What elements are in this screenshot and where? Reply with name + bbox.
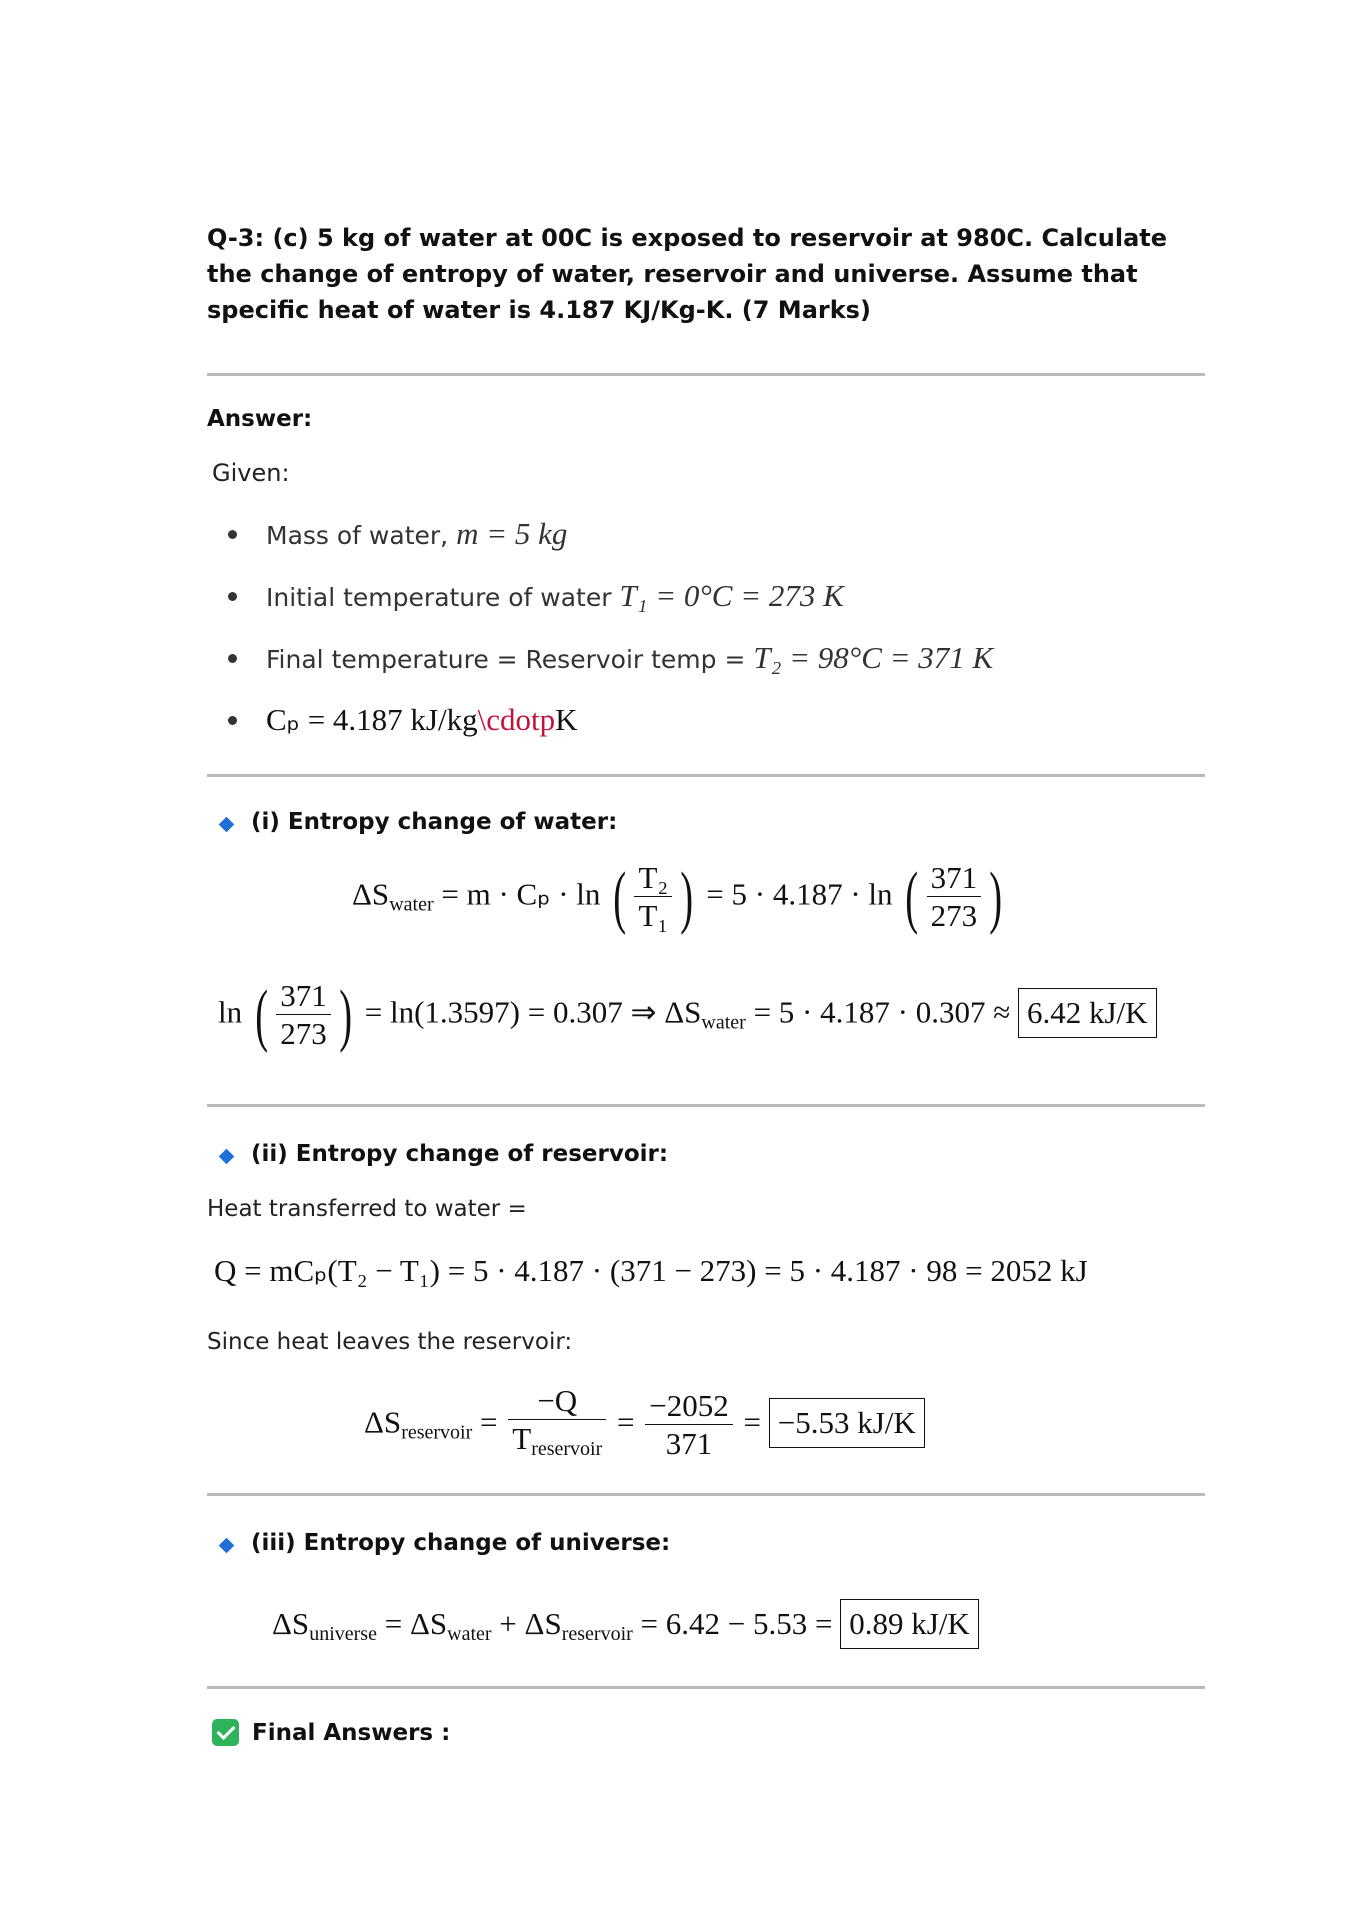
given-list	[228, 510, 993, 758]
divider	[207, 373, 1205, 376]
result-box-water: 6.42 kJ/K	[1018, 988, 1157, 1038]
math-expr: T₁ = 0°C = 273 K	[619, 578, 844, 613]
list-item: Cₚ = 4.187 kJ/kg\cdotpK	[228, 696, 993, 758]
diamond-icon	[219, 1149, 235, 1165]
result-box-universe: 0.89 kJ/K	[840, 1599, 979, 1649]
bullet-icon	[228, 530, 237, 539]
water-entropy-result-line: ln ( $\frac{371}{273}$ ) = ln(1.3597) = 0.307 ⇒ $\Delta S_{water} = 5 \cdot 4.187 \cdot 0.307 \approx 6.42$ kJ/K	[218, 978, 1157, 1053]
divider	[207, 774, 1205, 777]
bullet-icon	[228, 592, 237, 601]
section-title-reservoir: (ii) Entropy change of reservoir:	[251, 1141, 669, 1167]
since-text: Since heat leaves the reservoir:	[207, 1329, 573, 1355]
list-item: Final temperature = Reservoir temp = T₂ = 98°C = 371 K	[228, 634, 993, 696]
list-item: Mass of water, m = 5 kg	[228, 510, 993, 572]
divider	[207, 1493, 1205, 1496]
math-expr: Cₚ = 4.187 kJ/kg	[266, 702, 478, 737]
universe-entropy-equation: $\Delta S_{universe} = \Delta S_{water} + \Delta S_{reservoir} = 6.42 - 5.53 = 0.89$ kJ/K	[272, 1599, 979, 1649]
divider	[207, 1104, 1205, 1107]
latex-error-text: \cdotp	[477, 702, 556, 737]
bullet-icon	[228, 716, 237, 725]
final-answers-title: Final Answers :	[252, 1720, 451, 1746]
water-entropy-equation: $\Delta S_{water} = m \cdot C_p \cdot \ln$ ( $\frac{\text{T₂}}{\text{T₁}}$ ) = 5 · 4.187 · ln ( $\frac{371}{273}$ )	[352, 858, 1003, 936]
math-expr: m = 5 kg	[456, 516, 568, 551]
reservoir-entropy-equation: $\Delta S_{reservoir}$ = $\frac{-Q}{T_{reservoir}}$ = $\frac{-2052}{371}$ = −5.53 kJ/K	[364, 1383, 925, 1468]
diamond-icon	[219, 817, 235, 833]
result-box-reservoir: −5.53 kJ/K	[769, 1398, 925, 1448]
checkmark-icon	[212, 1719, 239, 1746]
math-expr: T₂ = 98°C = 371 K	[753, 640, 994, 675]
section-title-universe: (iii) Entropy change of universe:	[251, 1530, 671, 1556]
divider	[207, 1686, 1205, 1689]
question-text: Q-3: (c) 5 kg of water at 00C is exposed to reservoir at 980C. Calculate the change of entropy of water, reservoir and universe. Assume that specific heat of water is 4.187 KJ/Kg-K. (7 Marks)	[207, 224, 1168, 324]
heat-equation: Q = mCₚ(T₂ − T₁) = 5 · 4.187 · (371 − 273) = 5 · 4.187 · 98 = 2052 kJ	[214, 1253, 1088, 1288]
given-label: Given:	[212, 459, 290, 487]
diamond-icon	[219, 1538, 235, 1554]
bullet-icon	[228, 654, 237, 663]
answer-label: Answer:	[207, 406, 313, 432]
section-title-water: (i) Entropy change of water:	[251, 809, 618, 835]
list-item: Initial temperature of water T₁ = 0°C = 273 K	[228, 572, 993, 634]
heat-transfer-text: Heat transferred to water =	[207, 1196, 527, 1222]
